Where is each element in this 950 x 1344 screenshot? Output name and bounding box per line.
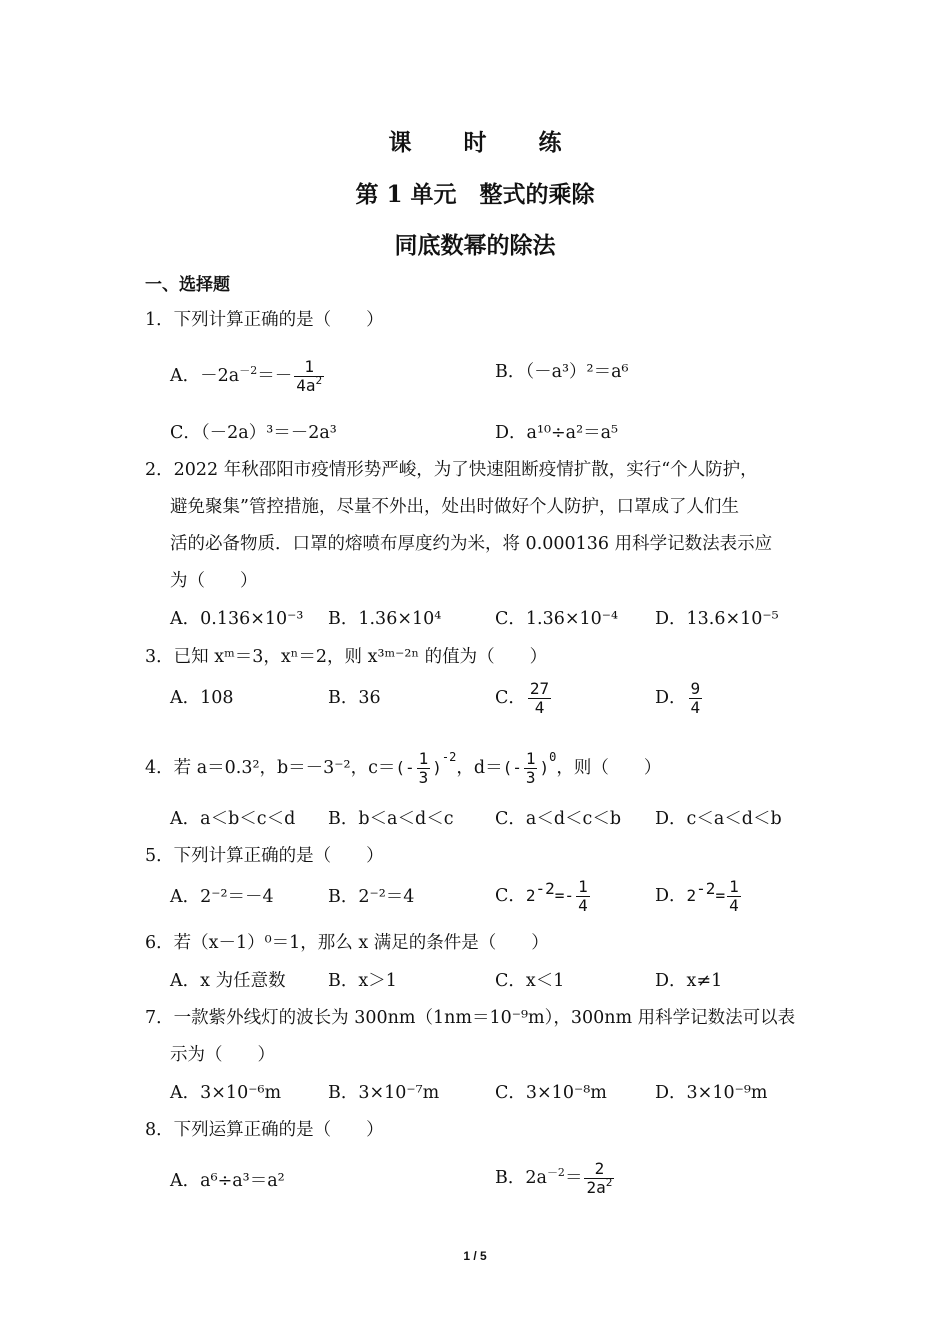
q5-option-c: C．$2^{-2}=-$ $\frac{1}{4}$ bbox=[495, 877, 588, 915]
q2-option-d: D．13.6×10⁻⁵ bbox=[655, 609, 779, 629]
q1-option-d: D．a¹⁰÷a²＝a⁵ bbox=[495, 423, 619, 443]
q7-option-a: A．3×10⁻⁶m bbox=[170, 1083, 282, 1103]
doc-title: 课 时 练 bbox=[388, 129, 584, 156]
q6-option-b: B．x＞1 bbox=[328, 971, 397, 991]
q2-line-4: 为（ ） bbox=[170, 571, 258, 591]
q5-option-a: A．2⁻²＝－4 bbox=[170, 887, 274, 907]
q1-option-b: B．（－a³）²＝a⁶ bbox=[495, 362, 629, 382]
unit-title: 第 1 单元 整式的乘除 bbox=[355, 181, 595, 208]
q1-stem: 1．下列计算正确的是（ ） bbox=[145, 310, 384, 330]
q7-option-c: C．3×10⁻⁸m bbox=[495, 1083, 607, 1103]
q6-option-d: D．x≠1 bbox=[655, 971, 723, 991]
q6-stem: 6．若（x－1）⁰＝1，那么 x 满足的条件是（ ） bbox=[145, 933, 549, 953]
q7-line-2: 示为（ ） bbox=[170, 1045, 275, 1065]
q4-option-c: C．a＜d＜c＜b bbox=[495, 809, 622, 829]
q5-option-d: D．$2^{-2}=$ $\frac{1}{4}$ bbox=[655, 877, 739, 915]
q5-stem: 5．下列计算正确的是（ ） bbox=[145, 846, 384, 866]
q2-line-3: 活的必备物质．口罩的熔喷布厚度约为米，将 0.000136 用科学记数法表示应 bbox=[170, 534, 773, 554]
q8-option-b: B．$2a^{-2}=$ $\frac{2}{2a^2}$ bbox=[495, 1159, 613, 1197]
q3-option-c: C． $\frac{27}{4}$ bbox=[495, 679, 550, 717]
page-number: 1 / 5 bbox=[463, 1249, 487, 1263]
q1-option-a: A．$-2a^{-2}=-$ $\frac{1}{4a^2}$ bbox=[170, 357, 323, 395]
q4-option-a: A．a＜b＜c＜d bbox=[170, 809, 296, 829]
q3-stem: 3．已知 xᵐ＝3，xⁿ＝2，则 x³ᵐ⁻²ⁿ 的值为（ ） bbox=[145, 647, 548, 667]
q5-option-b: B．2⁻²＝4 bbox=[328, 887, 415, 907]
q3-option-a: A．108 bbox=[170, 688, 234, 708]
q8-option-a: A．a⁶÷a³＝a² bbox=[170, 1171, 285, 1191]
section-heading: 一、选择题 bbox=[145, 275, 230, 295]
q2-option-b: B．1.36×10⁴ bbox=[328, 609, 442, 629]
q8-stem: 8．下列运算正确的是（ ） bbox=[145, 1120, 384, 1140]
q4-option-b: B．b＜a＜d＜c bbox=[328, 809, 454, 829]
q7-line-1: 7．一款紫外线灯的波长为 300nm（1nm＝10⁻⁹m），300nm 用科学记数法可以表 bbox=[145, 1008, 796, 1028]
q4-option-d: D．c＜a＜d＜b bbox=[655, 809, 782, 829]
q6-option-c: C．x＜1 bbox=[495, 971, 565, 991]
q3-option-b: B．36 bbox=[328, 688, 381, 708]
q1-option-c: C．（－2a）³＝－2a³ bbox=[170, 423, 337, 443]
q4-stem: 4．若 a＝0.3²，b＝－3⁻²，c＝(- $\frac{1}{3}$ )$^{-2}$，d＝(- $\frac{1}{3}$ )$^0$，则（ ） bbox=[145, 749, 662, 787]
q2-line-1: 2．2022 年秋邵阳市疫情形势严峻，为了快速阻断疫情扩散，实行“个人防护， bbox=[145, 460, 758, 480]
q7-option-b: B．3×10⁻⁷m bbox=[328, 1083, 440, 1103]
q2-option-c: C．1.36×10⁻⁴ bbox=[495, 609, 619, 629]
q3-option-d: D． $\frac{9}{4}$ bbox=[655, 679, 701, 717]
lesson-title: 同底数幂的除法 bbox=[394, 232, 556, 259]
q2-option-a: A．0.136×10⁻³ bbox=[170, 609, 304, 629]
q7-option-d: D．3×10⁻⁹m bbox=[655, 1083, 768, 1103]
q6-option-a: A．x 为任意数 bbox=[170, 971, 286, 991]
q2-line-2: 避免聚集”管控措施，尽量不外出，处出时做好个人防护，口罩成了人们生 bbox=[170, 497, 739, 517]
